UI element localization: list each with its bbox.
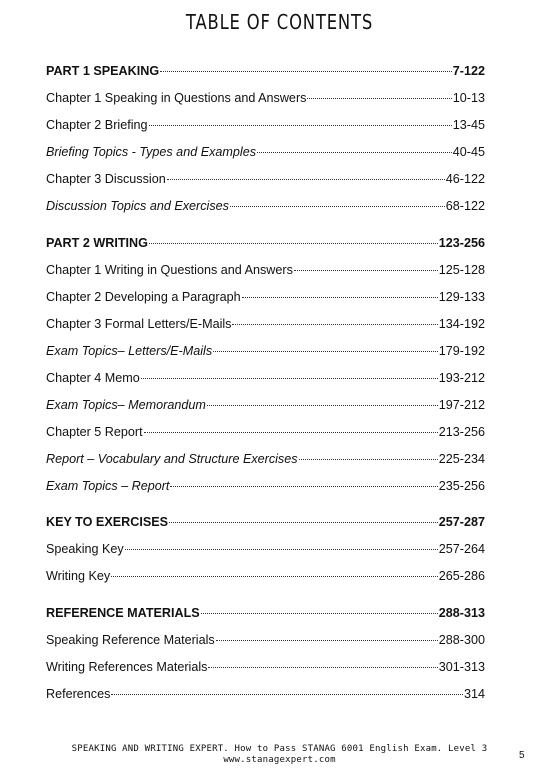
toc-entry-pages: 123-256 xyxy=(438,236,485,250)
toc-entry[interactable] xyxy=(46,392,485,419)
dot-leader xyxy=(111,576,438,577)
toc-entry[interactable] xyxy=(46,473,485,500)
dot-leader xyxy=(141,378,438,379)
toc-entry-pages: 68-122 xyxy=(445,199,485,213)
dot-leader xyxy=(208,667,437,668)
toc-entry-pages: 257-287 xyxy=(438,515,485,529)
toc-entry[interactable] xyxy=(46,365,485,392)
dot-leader xyxy=(149,125,452,126)
toc-entry-label: Chapter 3 Discussion xyxy=(46,172,166,186)
dot-leader xyxy=(207,405,438,406)
dot-leader xyxy=(257,152,452,153)
page-footer xyxy=(0,744,559,766)
dot-leader xyxy=(167,179,445,180)
toc-entry[interactable] xyxy=(46,85,485,112)
toc-entry-label: Chapter 5 Report xyxy=(46,425,143,439)
toc-entry-label: PART 1 SPEAKING xyxy=(46,64,160,78)
section-gap xyxy=(46,220,485,230)
dot-leader xyxy=(149,243,438,244)
toc-entry[interactable] xyxy=(46,139,485,166)
table-of-contents xyxy=(46,58,485,708)
toc-entry-pages: 46-122 xyxy=(445,172,485,186)
toc-entry[interactable] xyxy=(46,193,485,220)
toc-entry-pages: 235-256 xyxy=(438,479,485,493)
toc-entry-key-to-exercises[interactable] xyxy=(46,509,485,536)
page-title: TABLE OF CONTENTS xyxy=(185,10,374,34)
dot-leader xyxy=(125,549,438,550)
toc-entry-pages: 314 xyxy=(463,687,485,701)
dot-leader xyxy=(294,270,438,271)
toc-entry-label: REFERENCE MATERIALS xyxy=(46,606,200,620)
toc-entry-pages: 197-212 xyxy=(438,398,485,412)
toc-entry[interactable] xyxy=(46,112,485,139)
toc-entry-pages: 288-313 xyxy=(438,606,485,620)
toc-entry-label: Exam Topics– Letters/E-Mails xyxy=(46,344,213,358)
toc-entry-pages: 265-286 xyxy=(438,569,485,583)
footer-website-link[interactable]: www.stanagexpert.com xyxy=(223,755,336,765)
toc-entry-label: Briefing Topics - Types and Examples xyxy=(46,145,256,159)
toc-entry[interactable] xyxy=(46,419,485,446)
toc-entry-label: Chapter 4 Memo xyxy=(46,371,140,385)
toc-entry-pages: 134-192 xyxy=(438,317,485,331)
toc-entry-pages: 301-313 xyxy=(438,660,485,674)
section-gap xyxy=(46,590,485,600)
toc-entry-pages: 179-192 xyxy=(438,344,485,358)
dot-leader xyxy=(299,459,438,460)
toc-entry[interactable] xyxy=(46,536,485,563)
toc-entry-label: Speaking Key xyxy=(46,542,124,556)
page-number: 5 xyxy=(519,750,525,761)
dot-leader xyxy=(213,351,438,352)
toc-entry[interactable] xyxy=(46,563,485,590)
toc-entry-pages: 7-122 xyxy=(452,64,485,78)
toc-entry-label: Exam Topics – Report xyxy=(46,479,170,493)
section-gap xyxy=(46,500,485,509)
toc-entry[interactable] xyxy=(46,654,485,681)
toc-entry[interactable] xyxy=(46,338,485,365)
toc-entry[interactable] xyxy=(46,257,485,284)
toc-entry-reference-materials[interactable] xyxy=(46,600,485,627)
toc-entry-part-1[interactable] xyxy=(46,58,485,85)
toc-entry[interactable] xyxy=(46,284,485,311)
toc-entry[interactable] xyxy=(46,681,485,708)
toc-entry-pages: 129-133 xyxy=(438,290,485,304)
toc-entry-pages: 288-300 xyxy=(438,633,485,647)
toc-entry-label: Speaking Reference Materials xyxy=(46,633,215,647)
dot-leader xyxy=(169,522,438,523)
toc-entry-label: References xyxy=(46,687,111,701)
toc-entry[interactable] xyxy=(46,446,485,473)
toc-entry[interactable] xyxy=(46,627,485,654)
toc-entry-label: Chapter 1 Writing in Questions and Answers xyxy=(46,263,293,277)
dot-leader xyxy=(111,694,463,695)
toc-entry-label: Chapter 2 Briefing xyxy=(46,118,148,132)
dot-leader xyxy=(242,297,438,298)
dot-leader xyxy=(232,324,437,325)
dot-leader xyxy=(160,71,452,72)
toc-entry-pages: 193-212 xyxy=(438,371,485,385)
toc-entry-pages: 10-13 xyxy=(452,91,485,105)
toc-entry-label: Exam Topics– Memorandum xyxy=(46,398,206,412)
toc-entry-label: Chapter 1 Speaking in Questions and Answers xyxy=(46,91,307,105)
toc-entry-part-2[interactable] xyxy=(46,230,485,257)
dot-leader xyxy=(170,486,437,487)
toc-entry-label: KEY TO EXERCISES xyxy=(46,515,169,529)
dot-leader xyxy=(216,640,438,641)
dot-leader xyxy=(144,432,438,433)
dot-leader xyxy=(201,613,438,614)
dot-leader xyxy=(307,98,451,99)
toc-entry-pages: 257-264 xyxy=(438,542,485,556)
toc-entry-label: Writing Key xyxy=(46,569,111,583)
toc-entry[interactable] xyxy=(46,311,485,338)
toc-entry-pages: 213-256 xyxy=(438,425,485,439)
toc-entry[interactable] xyxy=(46,166,485,193)
toc-entry-pages: 40-45 xyxy=(452,145,485,159)
toc-entry-label: Chapter 2 Developing a Paragraph xyxy=(46,290,241,304)
toc-entry-label: PART 2 WRITING xyxy=(46,236,148,250)
toc-entry-label: Discussion Topics and Exercises xyxy=(46,199,229,213)
dot-leader xyxy=(230,206,445,207)
toc-entry-label: Report – Vocabulary and Structure Exercises xyxy=(46,452,298,466)
footer-book-title: SPEAKING AND WRITING EXPERT. How to Pass STANAG 6001 English Exam. Level 3 xyxy=(71,744,488,754)
toc-entry-pages: 13-45 xyxy=(452,118,485,132)
toc-entry-label: Writing References Materials xyxy=(46,660,208,674)
toc-entry-pages: 125-128 xyxy=(438,263,485,277)
toc-entry-label: Chapter 3 Formal Letters/E-Mails xyxy=(46,317,232,331)
toc-entry-pages: 225-234 xyxy=(438,452,485,466)
